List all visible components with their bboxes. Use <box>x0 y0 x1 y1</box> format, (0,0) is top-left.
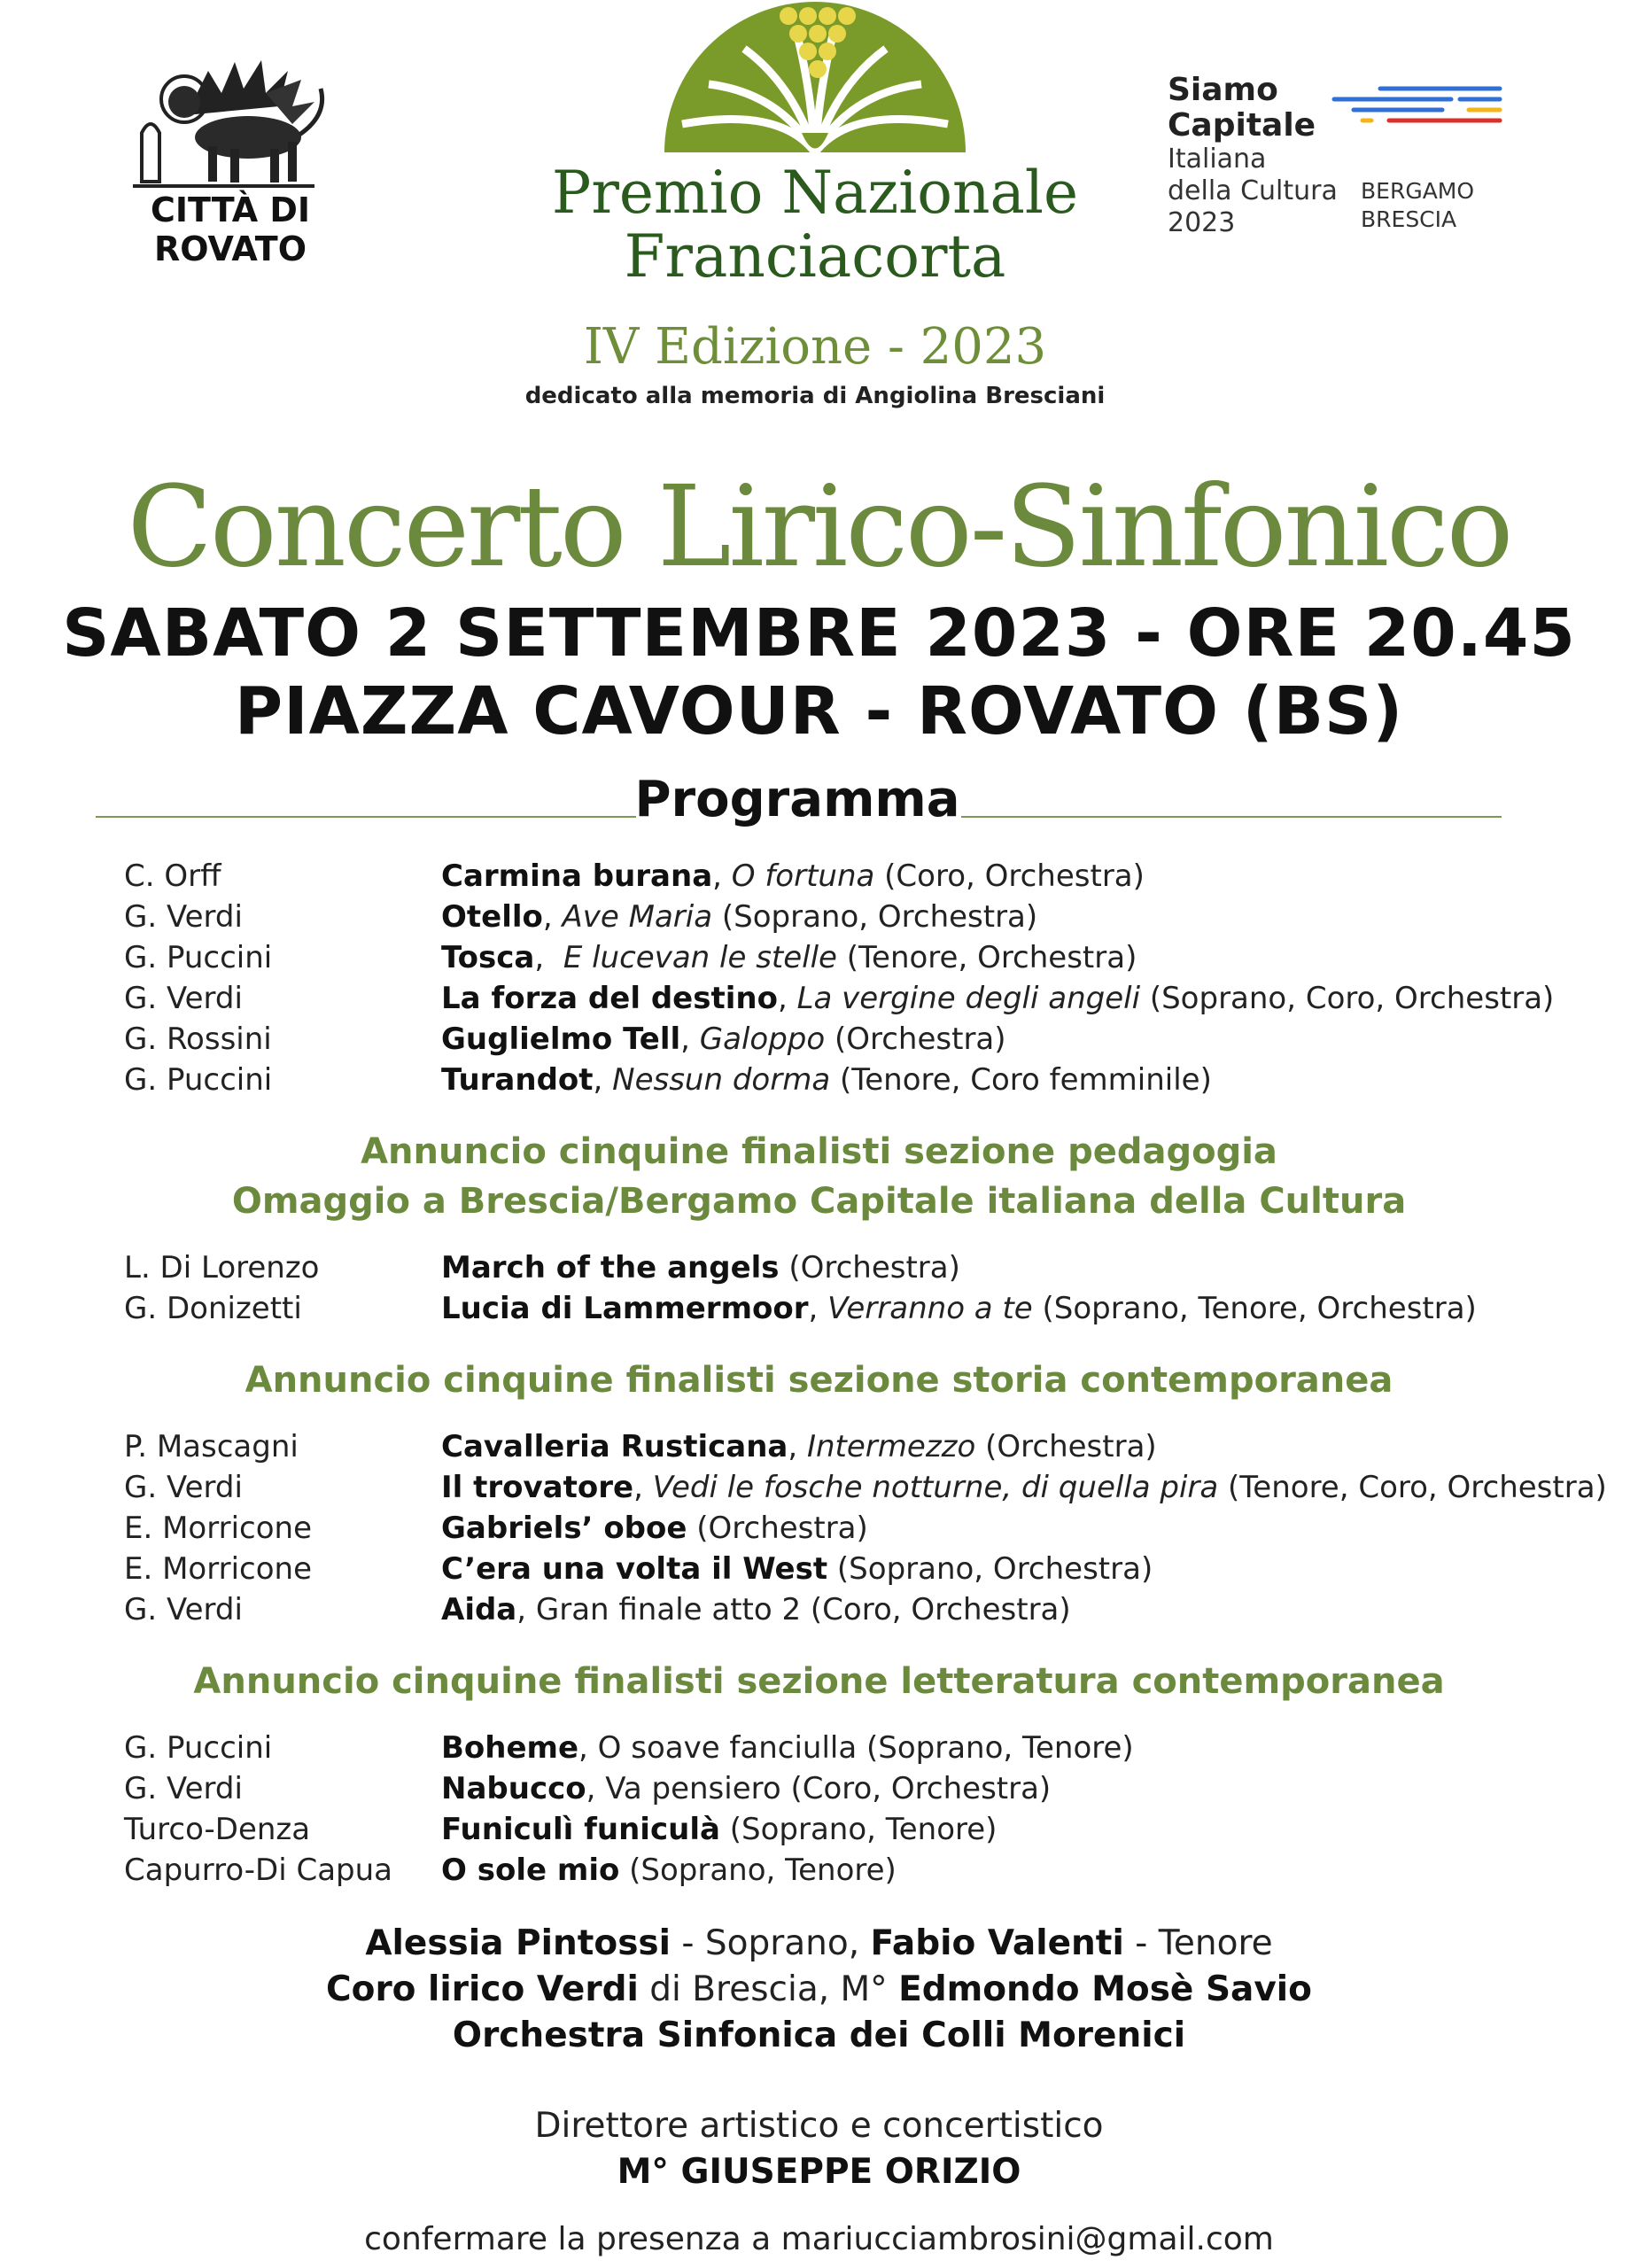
work-title: Il trovatore <box>441 1470 634 1505</box>
work-entry <box>441 1247 960 1288</box>
composer: G. Verdi <box>124 981 243 1016</box>
composer: G. Puccini <box>124 1730 273 1766</box>
work-entry <box>441 1060 1212 1100</box>
programme-row <box>124 1288 1577 1329</box>
work-title: Carmina burana <box>441 858 713 894</box>
rsvp-line: confermare la presenza a mariucciambrosini@gmail.com <box>364 2221 1274 2257</box>
city-name-line2: ROVATO <box>153 229 307 268</box>
work-title: Aida <box>441 1592 517 1627</box>
tenor-role: - Tenore <box>1123 1923 1273 1963</box>
capitale-city1: BERGAMO <box>1361 178 1475 204</box>
composer: E. Morricone <box>124 1551 313 1587</box>
work-sep: , <box>788 1429 807 1464</box>
premio-title-line1: Premio Nazionale <box>551 159 1079 227</box>
edition: IV Edizione - 2023 <box>583 318 1047 376</box>
city-logo <box>124 53 354 275</box>
programme-rule-left <box>96 816 636 818</box>
work-piece: Galoppo <box>699 1021 826 1057</box>
work-entry <box>441 1728 1134 1768</box>
work-sep: , <box>777 981 797 1016</box>
programme-title: Programma <box>634 771 960 828</box>
work-cast: (Soprano, Tenore) <box>619 1852 897 1888</box>
work-sep: , <box>542 899 563 935</box>
programme-row <box>124 856 1577 897</box>
work-cast: (Coro, Orchestra) <box>874 858 1145 894</box>
programme-row <box>124 1850 1577 1891</box>
programme-row <box>124 1549 1577 1589</box>
premio-logo <box>496 0 1134 443</box>
work-entry <box>441 1288 1477 1329</box>
programme-rule-right <box>961 816 1502 818</box>
work-sep: , <box>578 1730 598 1766</box>
work-entry <box>441 1549 1153 1589</box>
soprano-role: - Soprano, <box>670 1923 871 1963</box>
programme-row <box>124 1728 1577 1768</box>
work-entry <box>441 978 1554 1019</box>
director-name: M° GIUSEPPE ORIZIO <box>617 2152 1021 2192</box>
composer: Capurro-Di Capua <box>124 1852 392 1888</box>
work-piece: Intermezzo <box>806 1429 976 1464</box>
work-piece: Ave Maria <box>562 899 713 935</box>
choir-mid: di Brescia, M° <box>638 1969 899 2009</box>
work-title: Turandot <box>441 1062 594 1098</box>
work-piece: E lucevan le stelle <box>563 940 837 975</box>
capitale-line5: 2023 <box>1168 207 1236 238</box>
work-cast: (Soprano, Coro, Orchestra) <box>1140 981 1555 1016</box>
city-name-line1: CITTÀ DI <box>150 190 311 229</box>
work-cast: (Tenore, Coro femminile) <box>830 1062 1212 1098</box>
programme-row <box>124 937 1577 978</box>
work-cast: (Tenore, Coro, Orchestra) <box>1218 1470 1607 1505</box>
work-title: Boheme <box>441 1730 579 1766</box>
work-title: O sole mio <box>441 1852 620 1888</box>
capitale-line4: della Cultura <box>1168 175 1338 206</box>
work-cast: Va pensiero (Coro, Orchestra) <box>605 1771 1052 1806</box>
premio-title <box>496 161 1134 289</box>
composer: E. Morricone <box>124 1511 313 1546</box>
work-title: Nabucco <box>441 1771 586 1806</box>
work-entry <box>441 937 1137 978</box>
work-cast: (Soprano, Tenore, Orchestra) <box>1032 1291 1477 1326</box>
work-title: Lucia di Lammermoor <box>441 1291 809 1326</box>
work-entry <box>441 1850 897 1891</box>
work-entry <box>441 1809 997 1850</box>
tenor-name: Fabio Valenti <box>870 1923 1124 1963</box>
programme-row <box>124 1060 1577 1100</box>
capitale-line3: Italiana <box>1168 144 1267 175</box>
work-entry <box>441 897 1037 937</box>
work-title: Guglielmo Tell <box>441 1021 681 1057</box>
work-piece: Vedi le fosche notturne, di quella pira <box>652 1470 1219 1505</box>
work-title: March of the angels <box>441 1250 780 1285</box>
work-title: La forza del destino <box>441 981 778 1016</box>
programme-row <box>124 1768 1577 1809</box>
performers-soloists <box>0 1921 1638 1967</box>
section-heading-letteratura: Annuncio cinquine finalisti sezione letteratura contemporanea <box>193 1661 1445 1702</box>
work-title: Funiculì funiculà <box>441 1812 720 1847</box>
dedication: dedicato alla memoria di Angiolina Bresciani <box>524 383 1106 409</box>
programme-row <box>124 1019 1577 1060</box>
composer: G. Verdi <box>124 1771 243 1806</box>
soprano-name: Alessia Pintossi <box>365 1923 671 1963</box>
work-cast: (Orchestra) <box>687 1511 868 1546</box>
event-date: SABATO 2 SETTEMBRE 2023 - ORE 20.45 <box>62 595 1576 672</box>
composer: G. Verdi <box>124 899 243 935</box>
event-headline: Concerto Lirico-Sinfonico <box>127 462 1511 592</box>
work-cast: (Soprano, Tenore) <box>719 1812 998 1847</box>
section-heading-omaggio: Omaggio a Brescia/Bergamo Capitale italiana della Cultura <box>231 1181 1407 1222</box>
choir-director: Edmondo Mosè Savio <box>898 1969 1312 2009</box>
director-label: Direttore artistico e concertistico <box>534 2106 1104 2146</box>
composer: Turco-Denza <box>124 1812 311 1847</box>
programme-row <box>124 1247 1577 1288</box>
work-cast: (Soprano, Orchestra) <box>827 1551 1153 1587</box>
choir-name: Coro lirico Verdi <box>326 1969 639 2009</box>
stripes-icon <box>1327 85 1504 138</box>
work-piece: Nessun dorma <box>612 1062 831 1098</box>
composer: G. Verdi <box>124 1592 243 1627</box>
work-entry <box>441 1508 868 1549</box>
city-name <box>124 190 337 268</box>
section-heading-pedagogia: Annuncio cinquine finalisti sezione pedagogia <box>361 1131 1277 1172</box>
work-sep: , <box>808 1291 828 1326</box>
work-title: Tosca <box>441 940 535 975</box>
work-entry <box>441 856 1145 897</box>
composer: G. Donizetti <box>124 1291 302 1326</box>
work-piece: O fortuna <box>731 858 875 894</box>
work-title: Gabriels’ oboe <box>441 1511 687 1546</box>
capitale-logo <box>1168 73 1557 250</box>
capitale-line1: Siamo <box>1168 72 1278 108</box>
composer: C. Orff <box>124 858 221 894</box>
programme-row <box>124 1467 1607 1508</box>
grape-fan-icon <box>647 0 983 159</box>
work-sep: , <box>593 1062 613 1098</box>
work-cast: (Orchestra) <box>975 1429 1157 1464</box>
winged-lion-icon <box>124 53 337 195</box>
composer: G. Rossini <box>124 1021 272 1057</box>
event-place: PIAZZA CAVOUR - ROVATO (BS) <box>234 673 1404 750</box>
composer: L. Di Lorenzo <box>124 1250 320 1285</box>
work-sep: , <box>586 1771 606 1806</box>
performers-choir <box>0 1967 1638 2013</box>
composer: G. Verdi <box>124 1470 243 1505</box>
work-sep: , <box>534 940 563 975</box>
work-entry <box>441 1426 1157 1467</box>
work-sep: , <box>516 1592 536 1627</box>
capitale-text <box>1168 73 1338 239</box>
work-piece: La vergine degli angeli <box>796 981 1141 1016</box>
capitale-line2: Capitale <box>1168 107 1316 144</box>
programme-row <box>124 978 1577 1019</box>
premio-title-line2: Franciacorta <box>624 222 1006 291</box>
composer: P. Mascagni <box>124 1429 299 1464</box>
work-sep: , <box>633 1470 653 1505</box>
programme-row <box>124 1426 1577 1467</box>
capitale-city2: BRESCIA <box>1361 206 1457 232</box>
programme-row <box>124 1809 1577 1850</box>
work-cast: (Orchestra) <box>825 1021 1006 1057</box>
programme-row <box>124 897 1577 937</box>
work-sep: , <box>680 1021 700 1057</box>
programme-row <box>124 1589 1577 1630</box>
work-cast: (Orchestra) <box>779 1250 960 1285</box>
work-entry <box>441 1019 1006 1060</box>
composer: G. Puccini <box>124 940 273 975</box>
composer: G. Puccini <box>124 1062 273 1098</box>
work-piece: Verranno a te <box>827 1291 1033 1326</box>
work-entry <box>441 1589 1071 1630</box>
work-cast: O soave fanciulla (Soprano, Tenore) <box>597 1730 1134 1766</box>
work-title: C’era una volta il West <box>441 1551 828 1587</box>
programme-row <box>124 1508 1577 1549</box>
work-cast: (Soprano, Orchestra) <box>712 899 1038 935</box>
work-sep: , <box>712 858 732 894</box>
section-heading-storia: Annuncio cinquine finalisti sezione storia contemporanea <box>245 1360 1393 1401</box>
work-cast: (Tenore, Orchestra) <box>836 940 1137 975</box>
performers-orchestra: Orchestra Sinfonica dei Colli Morenici <box>452 2016 1186 2055</box>
work-title: Cavalleria Rusticana <box>441 1429 788 1464</box>
work-entry <box>441 1768 1051 1809</box>
capitale-cities <box>1361 177 1474 234</box>
work-cast: Gran finale atto 2 (Coro, Orchestra) <box>535 1592 1071 1627</box>
work-entry <box>441 1467 1607 1508</box>
work-title: Otello <box>441 899 543 935</box>
